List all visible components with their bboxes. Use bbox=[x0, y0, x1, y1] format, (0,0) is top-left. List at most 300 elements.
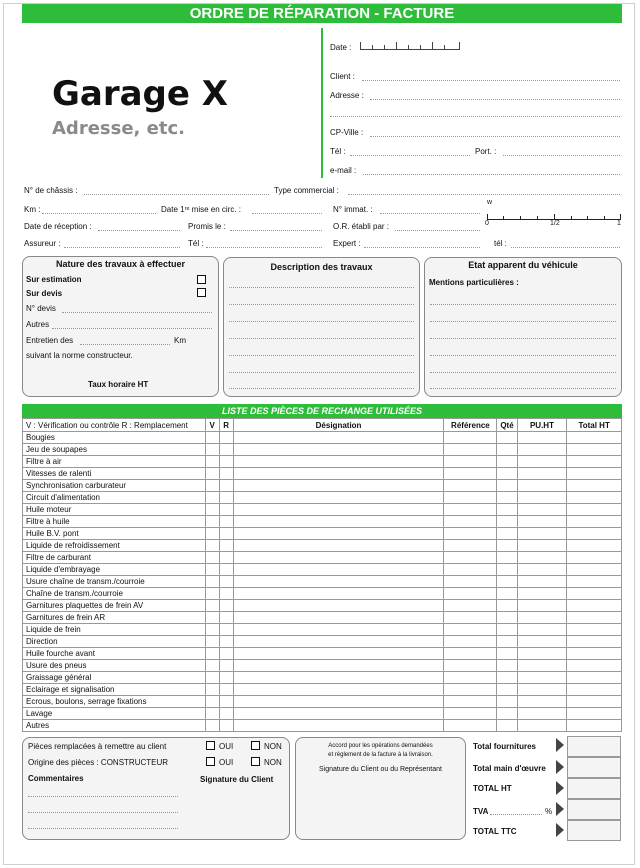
cell-v[interactable] bbox=[205, 648, 219, 660]
cell-designation[interactable] bbox=[233, 696, 444, 708]
cell-r[interactable] bbox=[219, 480, 233, 492]
cell-reference[interactable] bbox=[444, 540, 497, 552]
cell-qte[interactable] bbox=[497, 684, 517, 696]
client-label: Client : bbox=[330, 72, 355, 81]
cell-r[interactable] bbox=[219, 624, 233, 636]
cell-qte[interactable] bbox=[497, 660, 517, 672]
mentions-line[interactable] bbox=[430, 321, 616, 322]
cell-r[interactable] bbox=[219, 516, 233, 528]
commentaires-line[interactable] bbox=[28, 828, 178, 829]
cell-total[interactable] bbox=[567, 624, 622, 636]
autres-field[interactable] bbox=[52, 328, 212, 329]
cell-reference[interactable] bbox=[444, 432, 497, 444]
cell-reference[interactable] bbox=[444, 444, 497, 456]
cell-pu[interactable] bbox=[517, 516, 567, 528]
cell-pu[interactable] bbox=[517, 684, 567, 696]
commentaires-line[interactable] bbox=[28, 812, 178, 813]
description-line[interactable] bbox=[229, 321, 414, 322]
cell-qte[interactable] bbox=[497, 636, 517, 648]
cell-r[interactable] bbox=[219, 672, 233, 684]
cell-v[interactable] bbox=[205, 528, 219, 540]
cell-designation[interactable] bbox=[233, 588, 444, 600]
cell-designation[interactable] bbox=[233, 672, 444, 684]
cell-total[interactable] bbox=[567, 564, 622, 576]
table-row bbox=[23, 468, 622, 480]
total-ht-value[interactable] bbox=[567, 778, 621, 799]
cell-r[interactable] bbox=[219, 684, 233, 696]
cell-v[interactable] bbox=[205, 636, 219, 648]
cpville-label: CP-Ville : bbox=[330, 128, 364, 137]
tva-rate-field[interactable] bbox=[490, 814, 542, 815]
cell-total[interactable] bbox=[567, 696, 622, 708]
cell-reference[interactable] bbox=[444, 600, 497, 612]
table-row bbox=[23, 504, 622, 516]
cell-r[interactable] bbox=[219, 708, 233, 720]
sur-devis-checkbox[interactable] bbox=[197, 288, 206, 297]
cell-reference[interactable] bbox=[444, 696, 497, 708]
cell-v[interactable] bbox=[205, 672, 219, 684]
table-row bbox=[23, 456, 622, 468]
cell-total[interactable] bbox=[567, 576, 622, 588]
cell-reference[interactable] bbox=[444, 624, 497, 636]
cell-qte[interactable] bbox=[497, 624, 517, 636]
cell-reference[interactable] bbox=[444, 648, 497, 660]
cell-total[interactable] bbox=[567, 612, 622, 624]
expert-field[interactable] bbox=[364, 247, 480, 248]
cell-v[interactable] bbox=[205, 516, 219, 528]
cell-r[interactable] bbox=[219, 720, 233, 732]
or-label: O.R. établi par : bbox=[333, 222, 390, 231]
part-name: Bougies bbox=[23, 432, 206, 444]
cell-r[interactable] bbox=[219, 588, 233, 600]
cell-r[interactable] bbox=[219, 504, 233, 516]
cell-v[interactable] bbox=[205, 432, 219, 444]
part-name: Lavage bbox=[23, 708, 206, 720]
cell-pu[interactable] bbox=[517, 444, 567, 456]
cell-pu[interactable] bbox=[517, 576, 567, 588]
description-box bbox=[223, 257, 420, 397]
table-row bbox=[23, 708, 622, 720]
part-name: Chaîne de transm./courroie bbox=[23, 588, 206, 600]
cell-r[interactable] bbox=[219, 492, 233, 504]
description-line[interactable] bbox=[229, 287, 414, 288]
cell-v[interactable] bbox=[205, 552, 219, 564]
sur-estimation-label: Sur estimation bbox=[26, 275, 82, 284]
port-label: Port. : bbox=[475, 147, 497, 156]
suivant-label: suivant la norme constructeur. bbox=[26, 351, 133, 360]
km-field[interactable] bbox=[42, 213, 156, 214]
cell-reference[interactable] bbox=[444, 564, 497, 576]
cell-reference[interactable] bbox=[444, 684, 497, 696]
table-row bbox=[23, 696, 622, 708]
accord-signature: Signature du Client ou du Représentant bbox=[319, 766, 442, 773]
autres-label: Autres bbox=[26, 320, 50, 329]
cell-designation[interactable] bbox=[233, 432, 444, 444]
total-ttc-value[interactable] bbox=[567, 820, 621, 841]
cell-r[interactable] bbox=[219, 552, 233, 564]
table-row bbox=[23, 564, 622, 576]
part-name: Graissage général bbox=[23, 672, 206, 684]
cell-designation[interactable] bbox=[233, 648, 444, 660]
cell-reference[interactable] bbox=[444, 576, 497, 588]
cell-qte[interactable] bbox=[497, 552, 517, 564]
cell-qte[interactable] bbox=[497, 708, 517, 720]
cell-v[interactable] bbox=[205, 480, 219, 492]
cell-pu[interactable] bbox=[517, 540, 567, 552]
cell-v[interactable] bbox=[205, 684, 219, 696]
entretien-km-label: Km bbox=[174, 336, 186, 345]
cell-reference[interactable] bbox=[444, 468, 497, 480]
pieces-non-checkbox[interactable] bbox=[251, 741, 260, 750]
part-name: Huile B.V. pont bbox=[23, 528, 206, 540]
cell-designation[interactable] bbox=[233, 528, 444, 540]
entretien-field[interactable] bbox=[80, 344, 170, 345]
cell-designation[interactable] bbox=[233, 576, 444, 588]
assureur-label: Assureur : bbox=[24, 239, 61, 248]
header-divider bbox=[321, 28, 323, 178]
cell-pu[interactable] bbox=[517, 708, 567, 720]
cell-reference[interactable] bbox=[444, 660, 497, 672]
garage-logo: Garage X bbox=[52, 74, 229, 114]
cell-r[interactable] bbox=[219, 432, 233, 444]
cell-qte[interactable] bbox=[497, 432, 517, 444]
cell-total[interactable] bbox=[567, 444, 622, 456]
cell-designation[interactable] bbox=[233, 660, 444, 672]
total-ht-label: TOTAL HT bbox=[473, 784, 512, 793]
description-line[interactable] bbox=[229, 372, 414, 373]
cell-qte[interactable] bbox=[497, 468, 517, 480]
mentions-line[interactable] bbox=[430, 304, 616, 305]
cpville-field[interactable] bbox=[370, 136, 620, 137]
col-v: V bbox=[205, 419, 219, 432]
cell-total[interactable] bbox=[567, 468, 622, 480]
email-field[interactable] bbox=[363, 174, 620, 175]
cell-reference[interactable] bbox=[444, 612, 497, 624]
description-line[interactable] bbox=[229, 338, 414, 339]
accord-line-2: et règlement de la facture à la livraison. bbox=[328, 752, 433, 758]
assureur-tel-label: Tél : bbox=[188, 239, 204, 248]
tva-value[interactable] bbox=[567, 799, 621, 820]
cell-pu[interactable] bbox=[517, 480, 567, 492]
cell-pu[interactable] bbox=[517, 504, 567, 516]
table-row bbox=[23, 552, 622, 564]
cell-v[interactable] bbox=[205, 708, 219, 720]
cell-qte[interactable] bbox=[497, 612, 517, 624]
cell-v[interactable] bbox=[205, 540, 219, 552]
table-row bbox=[23, 516, 622, 528]
total-fournitures-value[interactable] bbox=[567, 736, 621, 757]
expert-tel-label: tél : bbox=[494, 239, 507, 248]
cell-pu[interactable] bbox=[517, 612, 567, 624]
table-row bbox=[23, 480, 622, 492]
part-name: Filtre à huile bbox=[23, 516, 206, 528]
cell-total[interactable] bbox=[567, 480, 622, 492]
cell-designation[interactable] bbox=[233, 612, 444, 624]
description-line[interactable] bbox=[229, 304, 414, 305]
cell-r[interactable] bbox=[219, 456, 233, 468]
cell-v[interactable] bbox=[205, 588, 219, 600]
cell-pu[interactable] bbox=[517, 696, 567, 708]
cell-qte[interactable] bbox=[497, 528, 517, 540]
part-name: Autres bbox=[23, 720, 206, 732]
cell-total[interactable] bbox=[567, 720, 622, 732]
col-total: Total HT bbox=[567, 419, 622, 432]
cell-r[interactable] bbox=[219, 528, 233, 540]
cell-qte[interactable] bbox=[497, 648, 517, 660]
adresse-field[interactable] bbox=[370, 99, 620, 100]
cell-v[interactable] bbox=[205, 696, 219, 708]
cell-designation[interactable] bbox=[233, 504, 444, 516]
cell-total[interactable] bbox=[567, 432, 622, 444]
cell-pu[interactable] bbox=[517, 648, 567, 660]
cell-designation[interactable] bbox=[233, 516, 444, 528]
cell-qte[interactable] bbox=[497, 720, 517, 732]
no-devis-label: N° devis bbox=[26, 304, 56, 313]
cell-v[interactable] bbox=[205, 576, 219, 588]
cell-pu[interactable] bbox=[517, 468, 567, 480]
cell-total[interactable] bbox=[567, 636, 622, 648]
parts-table bbox=[22, 418, 622, 732]
promis-field[interactable] bbox=[230, 230, 322, 231]
cell-pu[interactable] bbox=[517, 636, 567, 648]
cell-pu[interactable] bbox=[517, 672, 567, 684]
cell-reference[interactable] bbox=[444, 528, 497, 540]
origine-oui-checkbox[interactable] bbox=[206, 757, 215, 766]
adresse-label: Adresse : bbox=[330, 91, 364, 100]
cell-total[interactable] bbox=[567, 540, 622, 552]
cell-qte[interactable] bbox=[497, 588, 517, 600]
table-row bbox=[23, 444, 622, 456]
date-reception-label: Date de réception : bbox=[24, 222, 92, 231]
date-circ-field[interactable] bbox=[252, 213, 322, 214]
cell-v[interactable] bbox=[205, 444, 219, 456]
cell-qte[interactable] bbox=[497, 600, 517, 612]
table-row bbox=[23, 612, 622, 624]
mentions-line[interactable] bbox=[430, 388, 616, 389]
table-row bbox=[23, 600, 622, 612]
cell-qte[interactable] bbox=[497, 540, 517, 552]
cell-total[interactable] bbox=[567, 552, 622, 564]
cell-r[interactable] bbox=[219, 612, 233, 624]
tel-field[interactable] bbox=[350, 155, 470, 156]
cell-designation[interactable] bbox=[233, 552, 444, 564]
part-name: Filtre à air bbox=[23, 456, 206, 468]
cell-v[interactable] bbox=[205, 564, 219, 576]
cell-designation[interactable] bbox=[233, 624, 444, 636]
sur-estimation-checkbox[interactable] bbox=[197, 275, 206, 284]
mentions-line[interactable] bbox=[430, 355, 616, 356]
cell-total[interactable] bbox=[567, 504, 622, 516]
cell-total[interactable] bbox=[567, 660, 622, 672]
part-name: Filtre de carburant bbox=[23, 552, 206, 564]
cell-r[interactable] bbox=[219, 564, 233, 576]
cell-total[interactable] bbox=[567, 684, 622, 696]
cell-reference[interactable] bbox=[444, 516, 497, 528]
description-line[interactable] bbox=[229, 355, 414, 356]
cell-designation[interactable] bbox=[233, 564, 444, 576]
table-row bbox=[23, 648, 622, 660]
origine-label: Origine des pièces : CONSTRUCTEUR bbox=[28, 758, 169, 767]
cell-v[interactable] bbox=[205, 456, 219, 468]
cell-v[interactable] bbox=[205, 492, 219, 504]
cell-pu[interactable] bbox=[517, 492, 567, 504]
cell-r[interactable] bbox=[219, 636, 233, 648]
cell-v[interactable] bbox=[205, 720, 219, 732]
cell-pu[interactable] bbox=[517, 624, 567, 636]
cell-reference[interactable] bbox=[444, 720, 497, 732]
cell-total[interactable] bbox=[567, 492, 622, 504]
cell-designation[interactable] bbox=[233, 684, 444, 696]
chassis-field[interactable] bbox=[84, 194, 269, 195]
cell-qte[interactable] bbox=[497, 516, 517, 528]
tva-label: TVA bbox=[473, 807, 489, 816]
cell-r[interactable] bbox=[219, 660, 233, 672]
cell-total[interactable] bbox=[567, 516, 622, 528]
fuel-gauge[interactable] bbox=[487, 211, 621, 220]
cell-designation[interactable] bbox=[233, 468, 444, 480]
chassis-label: N° de châssis : bbox=[24, 186, 78, 195]
part-name: Eclairage et signalisation bbox=[23, 684, 206, 696]
table-row bbox=[23, 588, 622, 600]
mentions-line[interactable] bbox=[430, 338, 616, 339]
type-field[interactable] bbox=[348, 194, 620, 195]
cell-total[interactable] bbox=[567, 528, 622, 540]
cell-pu[interactable] bbox=[517, 528, 567, 540]
cell-pu[interactable] bbox=[517, 564, 567, 576]
cell-reference[interactable] bbox=[444, 552, 497, 564]
cell-qte[interactable] bbox=[497, 576, 517, 588]
total-mo-value[interactable] bbox=[567, 757, 621, 778]
cell-designation[interactable] bbox=[233, 444, 444, 456]
cell-designation[interactable] bbox=[233, 636, 444, 648]
parts-header-row bbox=[23, 419, 622, 432]
parts-table-banner: LISTE DES PIÈCES DE RECHANGE UTILISÉES bbox=[22, 404, 622, 418]
cell-reference[interactable] bbox=[444, 480, 497, 492]
cell-reference[interactable] bbox=[444, 636, 497, 648]
date-reception-field[interactable] bbox=[98, 230, 180, 231]
port-field[interactable] bbox=[503, 155, 620, 156]
cell-pu[interactable] bbox=[517, 552, 567, 564]
cell-total[interactable] bbox=[567, 588, 622, 600]
cell-qte[interactable] bbox=[497, 696, 517, 708]
cell-qte[interactable] bbox=[497, 480, 517, 492]
mentions-line[interactable] bbox=[430, 372, 616, 373]
cell-r[interactable] bbox=[219, 600, 233, 612]
cell-designation[interactable] bbox=[233, 480, 444, 492]
cell-total[interactable] bbox=[567, 708, 622, 720]
cell-pu[interactable] bbox=[517, 660, 567, 672]
cell-v[interactable] bbox=[205, 612, 219, 624]
total-fournitures-label: Total fournitures bbox=[473, 742, 536, 751]
cell-v[interactable] bbox=[205, 660, 219, 672]
cell-r[interactable] bbox=[219, 540, 233, 552]
immat-field[interactable] bbox=[380, 213, 480, 214]
cell-v[interactable] bbox=[205, 624, 219, 636]
cell-qte[interactable] bbox=[497, 504, 517, 516]
cell-qte[interactable] bbox=[497, 444, 517, 456]
table-row bbox=[23, 684, 622, 696]
table-row bbox=[23, 528, 622, 540]
cell-designation[interactable] bbox=[233, 600, 444, 612]
pieces-oui-checkbox[interactable] bbox=[206, 741, 215, 750]
cell-reference[interactable] bbox=[444, 492, 497, 504]
garage-address: Adresse, etc. bbox=[52, 118, 185, 139]
cell-total[interactable] bbox=[567, 456, 622, 468]
cell-total[interactable] bbox=[567, 672, 622, 684]
cell-designation[interactable] bbox=[233, 456, 444, 468]
pieces-remplacees-label: Pièces remplacées à remettre au client bbox=[28, 742, 167, 751]
cell-qte[interactable] bbox=[497, 492, 517, 504]
cell-qte[interactable] bbox=[497, 672, 517, 684]
cell-pu[interactable] bbox=[517, 456, 567, 468]
cell-v[interactable] bbox=[205, 600, 219, 612]
cell-r[interactable] bbox=[219, 444, 233, 456]
cell-qte[interactable] bbox=[497, 456, 517, 468]
no-devis-field[interactable] bbox=[62, 312, 212, 313]
etat-vehicule-title: Etat apparent du véhicule bbox=[468, 260, 578, 270]
table-row bbox=[23, 540, 622, 552]
expert-tel-field[interactable] bbox=[511, 247, 620, 248]
col-reference: Référence bbox=[444, 419, 497, 432]
assureur-field[interactable] bbox=[64, 247, 180, 248]
origine-non-checkbox[interactable] bbox=[251, 757, 260, 766]
col-r: R bbox=[219, 419, 233, 432]
cell-pu[interactable] bbox=[517, 720, 567, 732]
cell-reference[interactable] bbox=[444, 708, 497, 720]
taux-horaire-label: Taux horaire HT bbox=[88, 380, 149, 389]
cell-r[interactable] bbox=[219, 576, 233, 588]
cell-reference[interactable] bbox=[444, 456, 497, 468]
cell-designation[interactable] bbox=[233, 492, 444, 504]
cell-v[interactable] bbox=[205, 504, 219, 516]
cell-r[interactable] bbox=[219, 648, 233, 660]
arrow-right-icon bbox=[556, 781, 564, 795]
cell-designation[interactable] bbox=[233, 540, 444, 552]
cell-total[interactable] bbox=[567, 648, 622, 660]
adresse-field-2[interactable] bbox=[330, 116, 620, 117]
client-field[interactable] bbox=[362, 80, 620, 81]
part-name: Direction bbox=[23, 636, 206, 648]
cell-r[interactable] bbox=[219, 696, 233, 708]
or-field[interactable] bbox=[395, 230, 480, 231]
date-label: Date : bbox=[330, 43, 352, 52]
cell-reference[interactable] bbox=[444, 672, 497, 684]
part-name: Vitesses de ralenti bbox=[23, 468, 206, 480]
cell-qte[interactable] bbox=[497, 564, 517, 576]
cell-pu[interactable] bbox=[517, 432, 567, 444]
commentaires-line[interactable] bbox=[28, 796, 178, 797]
cell-total[interactable] bbox=[567, 600, 622, 612]
cell-pu[interactable] bbox=[517, 588, 567, 600]
description-line[interactable] bbox=[229, 388, 414, 389]
col-pu: PU.HT bbox=[517, 419, 567, 432]
cell-designation[interactable] bbox=[233, 720, 444, 732]
cell-reference[interactable] bbox=[444, 588, 497, 600]
part-name: Liquide d'embrayage bbox=[23, 564, 206, 576]
cell-r[interactable] bbox=[219, 468, 233, 480]
cell-v[interactable] bbox=[205, 468, 219, 480]
signature-client-label: Signature du Client bbox=[200, 775, 274, 784]
page-title: ORDRE DE RÉPARATION - FACTURE bbox=[22, 4, 622, 23]
origine-non-label: NON bbox=[264, 758, 282, 767]
assureur-tel-field[interactable] bbox=[206, 247, 322, 248]
cell-designation[interactable] bbox=[233, 708, 444, 720]
cell-reference[interactable] bbox=[444, 504, 497, 516]
part-name: Liquide de frein bbox=[23, 624, 206, 636]
entretien-label: Entretien des bbox=[26, 336, 74, 345]
date-field[interactable] bbox=[360, 41, 460, 50]
cell-pu[interactable] bbox=[517, 600, 567, 612]
